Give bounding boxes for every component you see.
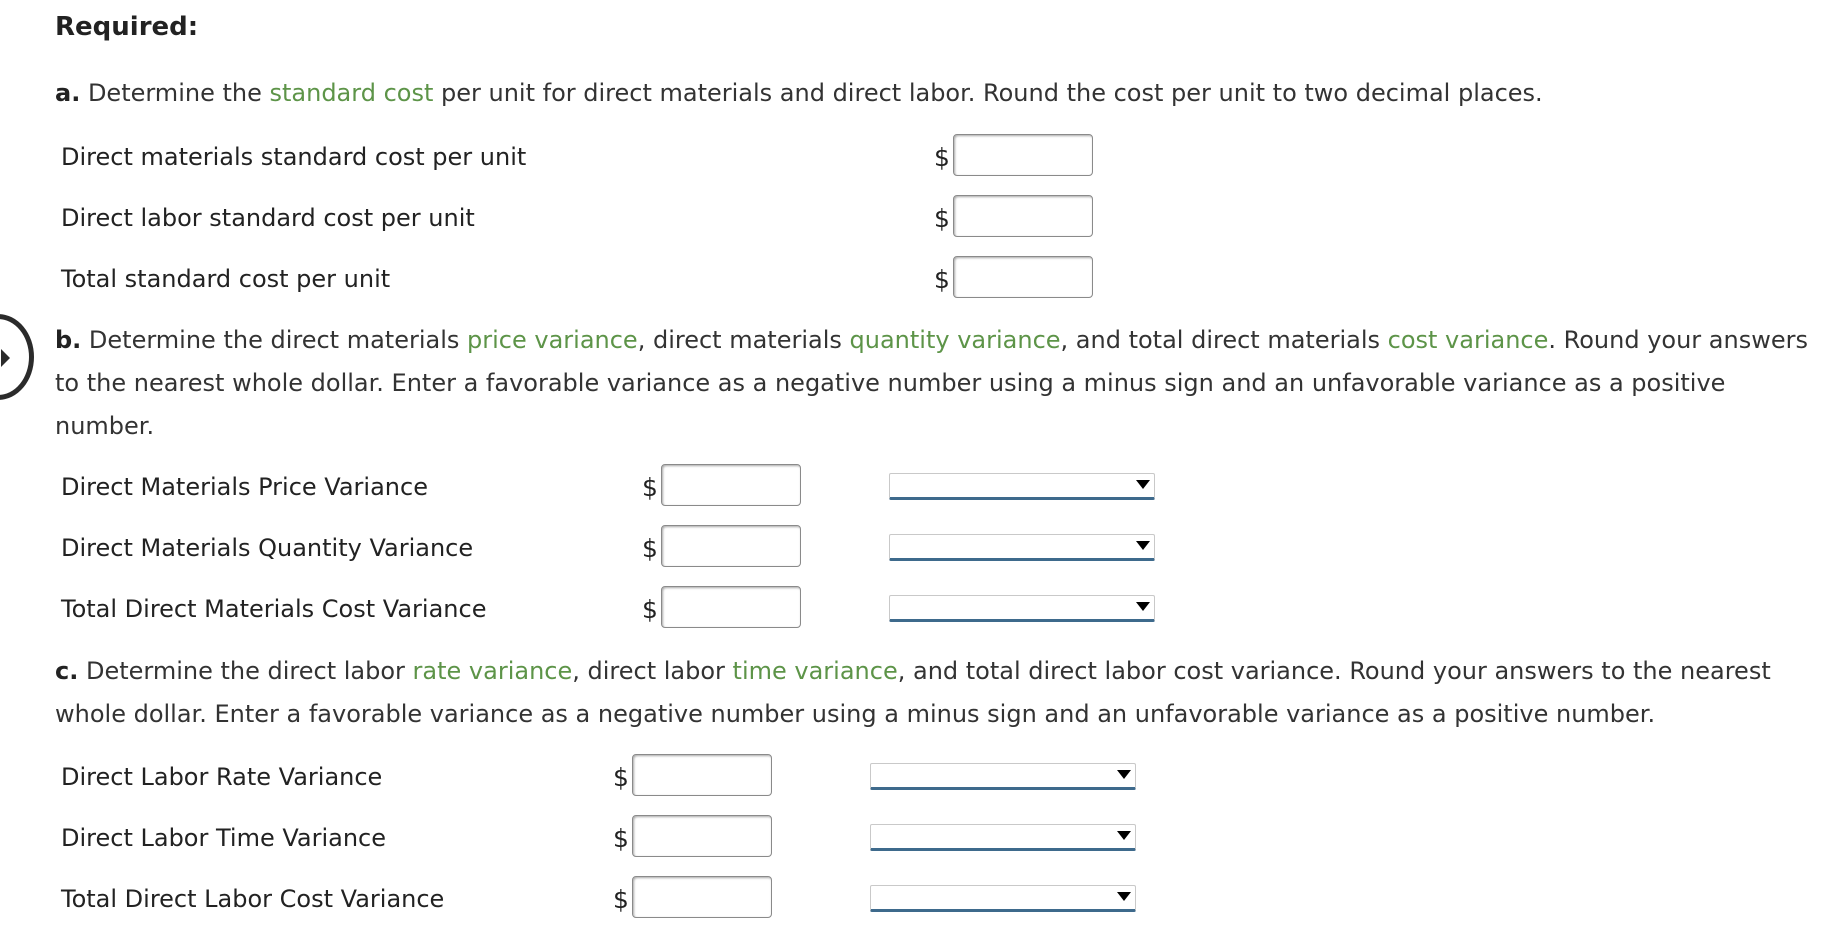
total-dm-cost-variance-fu-select[interactable] — [889, 595, 1155, 622]
chevron-right-icon — [1, 349, 10, 367]
row-label-dm-standard-cost: Direct materials standard cost per unit — [61, 143, 527, 171]
currency-symbol: $ — [642, 534, 658, 563]
part-c-instructions: c. Determine the direct labor rate variance, direct labor time variance, and total direct labor cost variance. Round your answers to the nearest whole dollar. Enter a favorable variance as a negative number using a minus sign and an unfavorable variance as a positive number. — [55, 657, 1771, 728]
dm-standard-cost-input[interactable] — [953, 134, 1093, 176]
required-heading: Required: — [55, 12, 199, 42]
row-label-dl-standard-cost: Direct labor standard cost per unit — [61, 204, 475, 232]
caret-down-icon — [1136, 541, 1150, 550]
total-standard-cost-input[interactable] — [953, 256, 1093, 298]
dm-quantity-variance-input[interactable] — [661, 525, 801, 567]
part-b-letter: b. — [55, 326, 82, 354]
currency-symbol: $ — [613, 885, 629, 914]
dm-price-variance-fu-select[interactable] — [889, 473, 1155, 500]
part-a-instructions: a. Determine the standard cost per unit for direct materials and direct labor. Round the cost per unit to two decimal places. — [55, 79, 1543, 107]
row-label-total-dm-cost-variance: Total Direct Materials Cost Variance — [61, 595, 487, 623]
term-price-variance[interactable]: price variance — [467, 326, 638, 354]
row-label-total-standard-cost: Total standard cost per unit — [61, 265, 391, 293]
currency-symbol: $ — [613, 763, 629, 792]
part-b-instructions: b. Determine the direct materials price variance, direct materials quantity variance, and total direct materials cost variance. Round your answers to the nearest whole dollar. Enter a favorable variance as a negative number using a minus sign and an unfavorable variance as a positive number. — [55, 326, 1808, 440]
term-rate-variance[interactable]: rate variance — [412, 657, 573, 685]
dl-standard-cost-input[interactable] — [953, 195, 1093, 237]
term-standard-cost[interactable]: standard cost — [269, 79, 434, 107]
currency-symbol: $ — [642, 473, 658, 502]
dm-price-variance-input[interactable] — [661, 464, 801, 506]
row-label-total-dl-cost-variance: Total Direct Labor Cost Variance — [61, 885, 445, 913]
dl-time-variance-fu-select[interactable] — [870, 824, 1136, 851]
currency-symbol: $ — [934, 204, 950, 233]
part-a-letter: a. — [55, 79, 81, 107]
side-expand-tab[interactable] — [0, 314, 34, 400]
caret-down-icon — [1117, 831, 1131, 840]
term-quantity-variance[interactable]: quantity variance — [849, 326, 1061, 354]
row-label-dm-quantity-variance: Direct Materials Quantity Variance — [61, 534, 474, 562]
term-time-variance[interactable]: time variance — [732, 657, 898, 685]
total-dl-cost-variance-input[interactable] — [632, 876, 772, 918]
dl-rate-variance-fu-select[interactable] — [870, 763, 1136, 790]
currency-symbol: $ — [613, 824, 629, 853]
dl-rate-variance-input[interactable] — [632, 754, 772, 796]
row-label-dm-price-variance: Direct Materials Price Variance — [61, 473, 428, 501]
term-cost-variance[interactable]: cost variance — [1387, 326, 1549, 354]
currency-symbol: $ — [934, 265, 950, 294]
caret-down-icon — [1117, 770, 1131, 779]
caret-down-icon — [1117, 892, 1131, 901]
currency-symbol: $ — [934, 143, 950, 172]
currency-symbol: $ — [642, 595, 658, 624]
part-c-letter: c. — [55, 657, 79, 685]
total-dm-cost-variance-input[interactable] — [661, 586, 801, 628]
dm-quantity-variance-fu-select[interactable] — [889, 534, 1155, 561]
row-label-dl-rate-variance: Direct Labor Rate Variance — [61, 763, 383, 791]
row-label-dl-time-variance: Direct Labor Time Variance — [61, 824, 387, 852]
total-dl-cost-variance-fu-select[interactable] — [870, 885, 1136, 912]
caret-down-icon — [1136, 480, 1150, 489]
dl-time-variance-input[interactable] — [632, 815, 772, 857]
caret-down-icon — [1136, 602, 1150, 611]
